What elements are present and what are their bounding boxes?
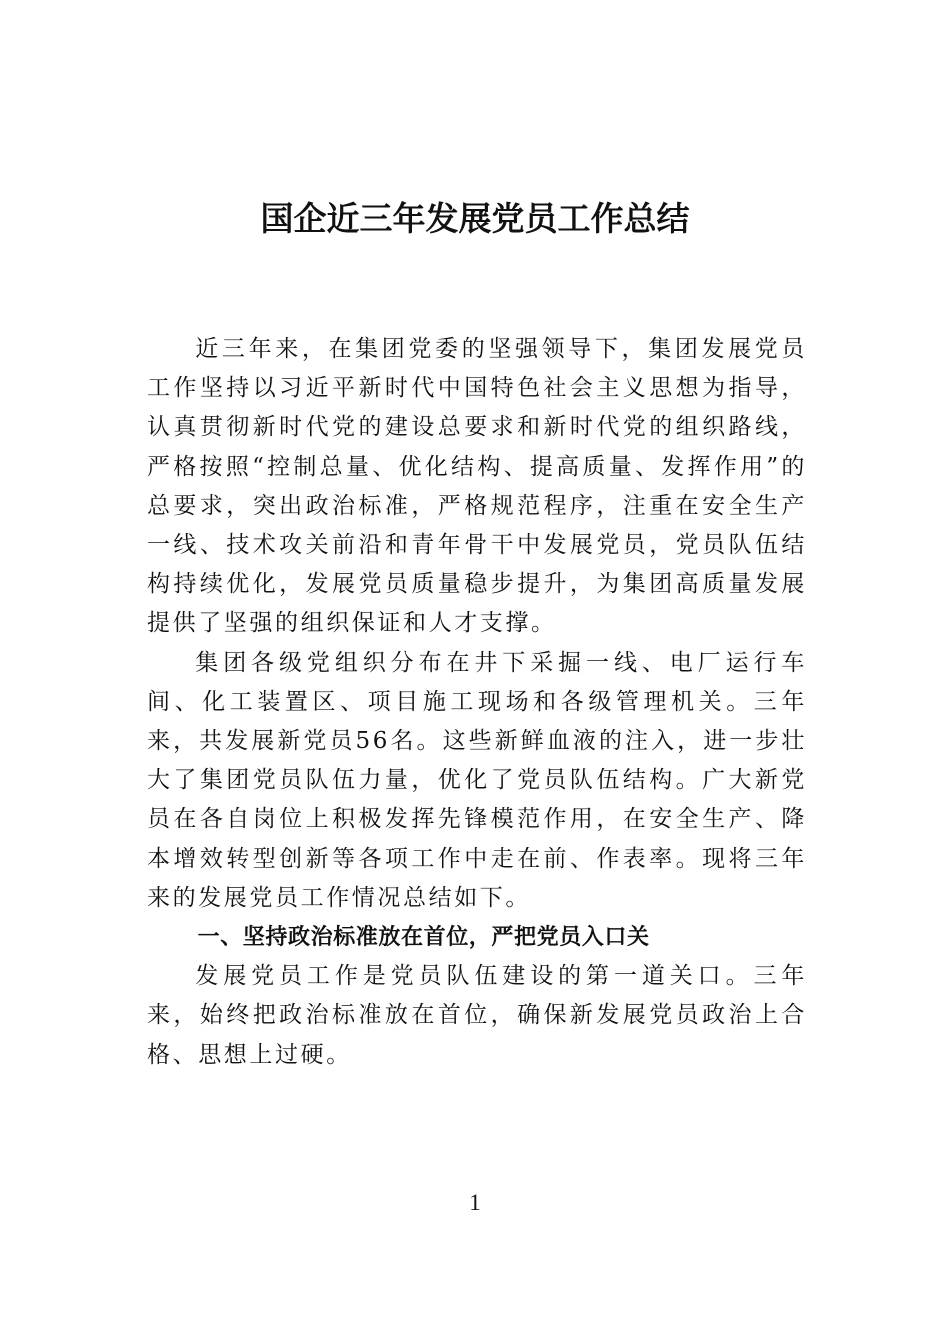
page-number: 1 (469, 1190, 481, 1215)
section-heading: 一、坚持政治标准放在首位，严把党员入口关 (197, 925, 650, 951)
document-body (147, 330, 807, 1075)
intro-paragraph: 近三年来，在集团党委的坚强领导下，集团发展党员工作坚持以习近平新时代中国特色社会主义思想为指导，认真贯彻新时代党的建设总要求和新时代党的组织路线，严格按照“控制总量、优化结构、提高质量、发挥作用”的总要求，突出政治标准，严格规范程序，注重在安全生产一线、技术攻关前沿和青年骨干中发展党员，党员队伍结构持续优化，发展党员质量稳步提升，为集团高质量发展提供了坚强的组织保证和人才支撑。 (147, 336, 807, 637)
document-title: 国企近三年发展党员工作总结 (260, 199, 690, 238)
section-paragraph: 发展党员工作是党员队伍建设的第一道关口。三年来，始终把政治标准放在首位，确保新发展党员政治上合格、思想上过硬。 (147, 963, 807, 1068)
overview-paragraph: 集团各级党组织分布在井下采掘一线、电厂运行车间、化工装置区、项目施工现场和各级管理机关。三年来，共发展新党员56名。这些新鲜血液的注入，进一步壮大了集团党员队伍力量，优化了党员队伍结构。广大新党员在各自岗位上积极发挥先锋模范作用，在安全生产、降本增效转型创新等各项工作中走在前、作表率。现将三年来的发展党员工作情况总结如下。 (147, 649, 807, 911)
